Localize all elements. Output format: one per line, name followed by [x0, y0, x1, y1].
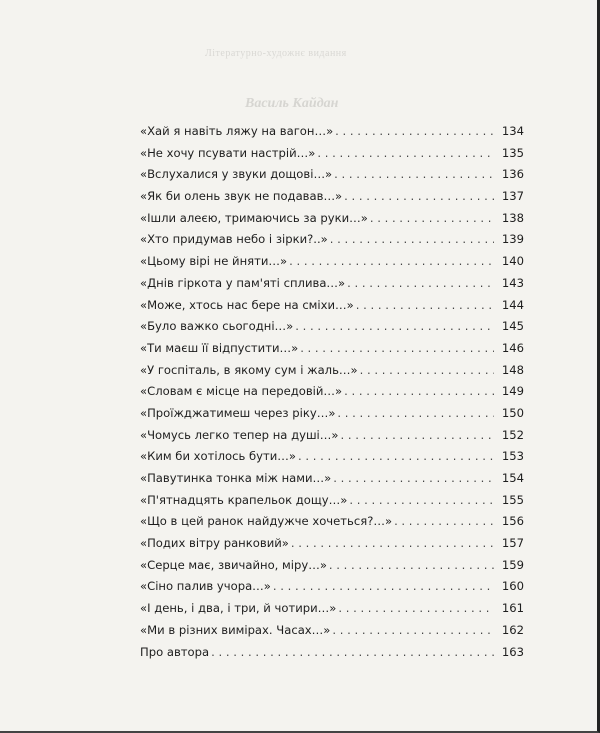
toc-entry-page-number: 136: [501, 167, 524, 182]
dot-leader: [295, 319, 494, 333]
toc-entry-title: Про автора: [140, 644, 210, 659]
toc-entry-page-number: 146: [501, 340, 524, 355]
dot-leader: [289, 254, 494, 268]
toc-entry-title: «Павутинка тонка між нами…»: [140, 471, 332, 485]
toc-entry: [140, 363, 524, 385]
toc-entry-page-number: 153: [501, 449, 524, 464]
toc-entry-title: «Ким би хотілось бути…»: [140, 449, 296, 464]
toc-entry-page-number: 138: [501, 210, 524, 225]
dot-leader: [317, 146, 494, 160]
toc-entry-page-number: 145: [501, 319, 524, 334]
toc-entry-title: «Ішли алеєю, тримаючись за руки…»: [140, 210, 368, 225]
toc-entry-page-number: 161: [501, 601, 524, 616]
toc-entry: [140, 428, 524, 450]
toc-entry-title: «Ми в різних вимірах. Часах…»: [140, 622, 331, 637]
toc-entry-page-number: 154: [501, 471, 524, 485]
toc-entry-title: «І день, і два, і три, й чотири…»: [140, 601, 337, 616]
toc-entry-page-number: 143: [501, 275, 524, 290]
toc-entry: [140, 211, 524, 233]
toc-entry: [140, 146, 524, 168]
toc-entry-title: «П'ятнадцять крапельок дощу…»: [140, 492, 348, 507]
toc-entry-title: «Чомусь легко тепер на душі…»: [140, 427, 339, 442]
toc-entry: [140, 232, 524, 254]
dot-leader: [344, 384, 494, 398]
toc-entry: [140, 623, 524, 645]
dot-leader: [291, 536, 494, 550]
dot-leader: [337, 406, 494, 420]
dot-leader: [329, 558, 494, 572]
dot-leader: [298, 449, 494, 463]
dot-leader: [211, 645, 494, 659]
toc-entry-title: «Може, хтось нас бере на сміхи…»: [140, 297, 354, 312]
toc-entry-title: «Хто придумав небо і зірки?..»: [140, 232, 328, 247]
dot-leader: [332, 623, 494, 637]
table-of-contents: [140, 124, 524, 666]
toc-entry-page-number: 139: [501, 232, 524, 247]
toc-entry: [140, 493, 524, 515]
toc-entry-page-number: 135: [501, 145, 524, 160]
toc-entry-page-number: 159: [501, 557, 524, 572]
show-through-publisher-text: Літературно-художнє видання: [205, 48, 347, 59]
toc-entry: [140, 601, 524, 623]
dot-leader: [330, 232, 494, 246]
dot-leader: [338, 601, 494, 615]
toc-entry: [140, 254, 524, 276]
toc-entry-title: «Проїжджатимеш через ріку…»: [140, 405, 336, 420]
dot-leader: [334, 167, 494, 181]
toc-entry: [140, 189, 524, 211]
dot-leader: [394, 514, 494, 528]
toc-entry: [140, 406, 524, 428]
toc-entry-title: «Не хочу псувати настрій…»: [140, 145, 316, 160]
toc-entry-title: «У госпіталь, в якому сум і жаль…»: [140, 362, 358, 377]
toc-entry-title: «Було важко сьогодні…»: [140, 319, 294, 334]
toc-entry-title: «Хай я навіть ляжу на вагон…»: [140, 124, 334, 138]
dot-leader: [335, 124, 494, 138]
show-through-author-name: Василь Кайдан: [245, 96, 339, 111]
toc-entry: [140, 471, 524, 493]
toc-entry-page-number: 162: [501, 622, 524, 637]
toc-entry: [140, 298, 524, 320]
toc-entry: [140, 319, 524, 341]
toc-entry-page-number: 156: [501, 514, 524, 529]
toc-entry-title: «Днів гіркота у пам'яті сплива…»: [140, 275, 346, 290]
toc-entry-page-number: 163: [501, 644, 524, 659]
dot-leader: [349, 493, 494, 507]
toc-entry: [140, 579, 524, 601]
toc-entry-title: «Ти маєш її відпустити…»: [140, 340, 299, 355]
toc-entry: [140, 514, 524, 536]
toc-entry: [140, 124, 524, 146]
dot-leader: [340, 428, 494, 442]
dot-leader: [300, 341, 494, 355]
dot-leader: [356, 298, 494, 312]
toc-entry: [140, 167, 524, 189]
toc-entry-page-number: 157: [501, 536, 524, 551]
toc-entry: [140, 449, 524, 471]
toc-entry: [140, 536, 524, 558]
toc-entry-title: «Що в цей ранок найдужче хочеться?…»: [140, 514, 393, 529]
toc-entry-title: «Серце має, звичайно, міру…»: [140, 557, 327, 572]
toc-entry-page-number: 155: [501, 492, 524, 507]
toc-entry: [140, 341, 524, 363]
toc-entry-page-number: 144: [501, 297, 524, 312]
toc-entry-page-number: 140: [501, 254, 524, 269]
dot-leader: [273, 579, 494, 593]
toc-entry-title: «Сіно палив учора…»: [140, 579, 271, 594]
toc-entry-page-number: 149: [501, 384, 524, 399]
dot-leader: [344, 189, 494, 203]
toc-entry-page-number: 137: [501, 189, 524, 204]
toc-entry: [140, 558, 524, 580]
toc-entry-title: «Цьому вірі не йняти…»: [140, 254, 288, 269]
dot-leader: [333, 471, 494, 485]
toc-entry-title: «Словам є місце на передовій…»: [140, 384, 343, 399]
toc-entry-page-number: 160: [501, 579, 524, 594]
dot-leader: [370, 211, 494, 225]
toc-entry: [140, 645, 524, 667]
dot-leader: [347, 276, 494, 290]
toc-entry: [140, 384, 524, 406]
toc-entry-page-number: 134: [501, 124, 524, 138]
toc-entry-title: «Як би олень звук не подавав…»: [140, 189, 343, 204]
dot-leader: [360, 363, 494, 377]
toc-entry-page-number: 152: [501, 427, 524, 442]
toc-entry-title: «Подих вітру ранковий»: [140, 536, 289, 551]
toc-entry-page-number: 150: [501, 405, 524, 420]
toc-entry: [140, 276, 524, 298]
toc-entry-page-number: 148: [501, 362, 524, 377]
toc-entry-title: «Вслухалися у звуки дощові…»: [140, 167, 333, 182]
